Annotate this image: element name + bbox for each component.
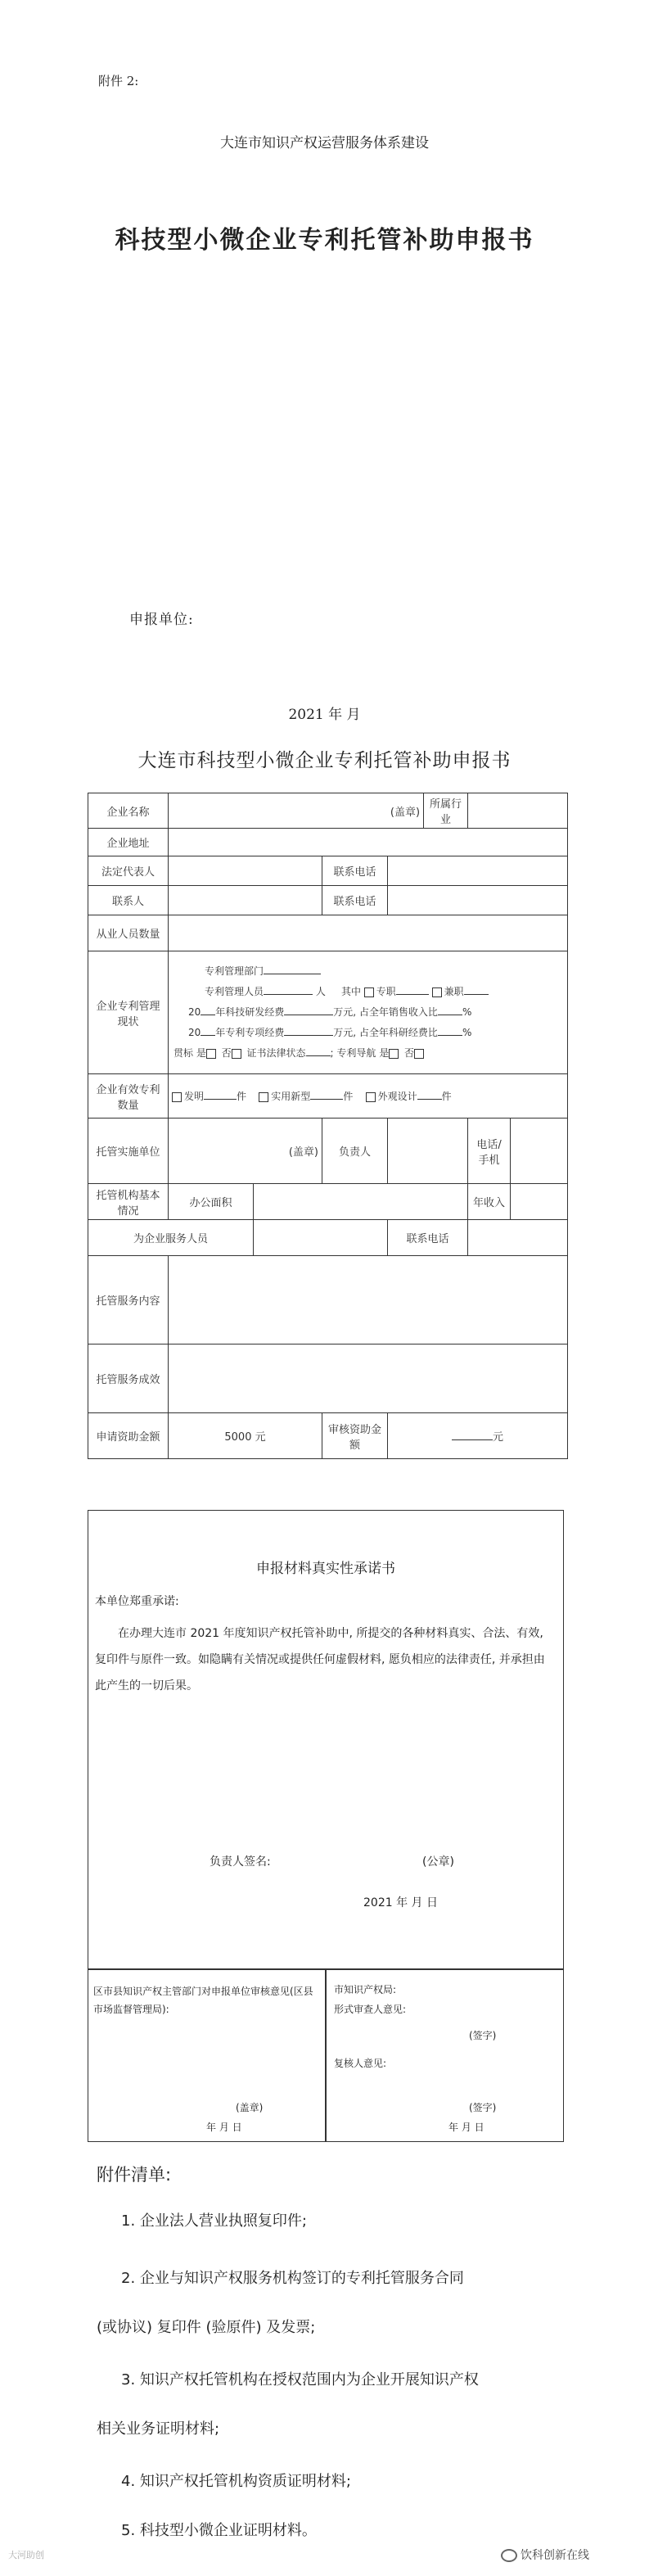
form-title: 大连市科技型小微企业专利托管补助申报书: [137, 750, 512, 771]
applicant-label: 申报单位:: [129, 612, 194, 628]
apply-amount-value: 5000 元: [169, 1413, 322, 1459]
attachment-item-1: 1. 企业法人营业执照复印件;: [121, 2212, 307, 2230]
district-review-box: [88, 1968, 327, 2142]
service-staff-label: 为企业服务人员: [88, 1220, 254, 1256]
service-phone-label: 联系电话: [388, 1220, 468, 1256]
attachment-item-4: 4. 知识产权托管机构资质证明材料;: [121, 2473, 351, 2490]
office-area-label: 办公面积: [169, 1184, 254, 1220]
city-review-box: [325, 1968, 564, 2142]
commitment-date: 2021 年 月 日: [363, 1896, 438, 1909]
attachment-item-3: 3. 知识产权托管机构在授权范围内为企业开展知识产权: [121, 2371, 479, 2388]
office-area-value[interactable]: [254, 1184, 468, 1220]
formal-review-sign: (签字): [469, 2030, 497, 2041]
person-in-charge-value[interactable]: [388, 1119, 468, 1184]
staff-count-label: 从业人员数量: [88, 915, 169, 951]
mgmt-status-content: 专利管理部门 专利管理人员 人 其中 专职 兼职 20 年科技研发经费 万元, 占全年销售收入比 % 20 年专利专项经费 万元, 占全年科研经费比 % 贯标 是 否 证书法律状态 ; 专利导航 是 否: [169, 951, 568, 1074]
phone-value[interactable]: [388, 856, 568, 886]
sign-label: 负责人签名:: [210, 1855, 271, 1869]
nav-no-checkbox[interactable]: [414, 1049, 424, 1059]
invention-checkbox[interactable]: [172, 1092, 182, 1102]
application-form-table: [88, 793, 568, 1459]
phone-mobile-label: 电话/手机: [468, 1119, 511, 1184]
city-review-title: 市知识产权局:: [334, 1984, 397, 1995]
watermark-small: 大河助创: [8, 2550, 44, 2560]
legal-rep-label: 法定代表人: [88, 856, 169, 886]
district-review-seal: (盖章): [236, 2102, 264, 2113]
commitment-title: 申报材料真实性承诺书: [256, 1561, 395, 1577]
company-name-label: 企业名称: [88, 793, 169, 829]
standard-no-checkbox[interactable]: [232, 1049, 241, 1059]
contact-phone-value[interactable]: [388, 886, 568, 915]
attachments-title: 附件清单:: [97, 2165, 172, 2185]
legal-rep-value[interactable]: [169, 856, 322, 886]
parttime-checkbox[interactable]: [432, 987, 442, 997]
doc-title: 科技型小微企业专利托管补助申报书: [115, 226, 534, 255]
attachment-label: 附件 2:: [98, 74, 139, 88]
design-checkbox[interactable]: [366, 1092, 376, 1102]
standard-yes-checkbox[interactable]: [206, 1049, 216, 1059]
approved-amount-value[interactable]: 元: [388, 1413, 568, 1459]
company-seal: (盖章): [169, 793, 424, 829]
industry-label: 所属行业: [424, 793, 468, 829]
industry-value[interactable]: [468, 793, 568, 829]
approved-amount-label: 审核资助金额: [322, 1413, 388, 1459]
service-result-label: 托管服务成效: [88, 1344, 169, 1413]
service-phone-value[interactable]: [468, 1220, 568, 1256]
commitment-paragraph: 在办理大连市 2021 年度知识产权托管补助中, 所提交的各种材料真实、合法、有效, 复印件与原件一致。如隐瞒有关情况或提供任何虚假材料, 愿负相应的法律责任, 并承担由此产生的一切后果。: [95, 1627, 545, 1692]
person-in-charge-label: 负责人: [322, 1119, 388, 1184]
commitment-seal: (公章): [422, 1855, 454, 1869]
district-review-date: 年 月 日: [206, 2122, 242, 2133]
staff-count-value[interactable]: [169, 915, 568, 951]
city-review-date: 年 月 日: [448, 2122, 484, 2133]
utility-checkbox[interactable]: [259, 1092, 268, 1102]
project-name: 大连市知识产权运营服务体系建设: [220, 135, 429, 151]
fulltime-checkbox[interactable]: [364, 987, 374, 997]
recheck-label: 复核人意见:: [334, 2058, 387, 2069]
mgmt-status-label: 企业专利管理现状: [88, 951, 169, 1074]
valid-patents-content: 发明 件 实用新型 件 外观设计 件: [169, 1074, 568, 1119]
service-staff-value[interactable]: [254, 1220, 388, 1256]
contact-value[interactable]: [169, 886, 322, 915]
address-value[interactable]: [169, 829, 568, 856]
agency-seal: (盖章): [169, 1119, 322, 1184]
wechat-icon: [501, 2549, 517, 2562]
service-content-label: 托管服务内容: [88, 1256, 169, 1344]
attachment-item-2: 2. 企业与知识产权服务机构签订的专利托管服务合同: [121, 2270, 464, 2287]
recheck-sign: (签字): [469, 2102, 497, 2113]
attachment-item-5: 5. 科技型小微企业证明材料。: [121, 2522, 317, 2539]
service-content-value[interactable]: [169, 1256, 568, 1344]
nav-yes-checkbox[interactable]: [389, 1049, 399, 1059]
apply-amount-label: 申请资助金额: [88, 1413, 169, 1459]
service-result-value[interactable]: [169, 1344, 568, 1413]
agency-info-label: 托管机构基本情况: [88, 1184, 169, 1220]
district-review-title: 区市县知识产权主管部门对申报单位审核意见(区县市场监督管理局):: [93, 1986, 313, 2015]
phone-label: 联系电话: [322, 856, 388, 886]
formal-review-label: 形式审查人意见:: [334, 2004, 407, 2015]
commitment-salutation: 本单位郑重承诺:: [95, 1595, 179, 1608]
attachment-item-3b: 相关业务证明材料;: [97, 2420, 220, 2438]
annual-income-value[interactable]: [511, 1184, 568, 1220]
phone-mobile-value[interactable]: [511, 1119, 568, 1184]
phone-label-2: 联系电话: [322, 886, 388, 915]
contact-label: 联系人: [88, 886, 169, 915]
valid-patents-label: 企业有效专利数量: [88, 1074, 169, 1119]
attachment-item-2b: (或协议) 复印件 (验原件) 及发票;: [97, 2319, 316, 2336]
annual-income-label: 年收入: [468, 1184, 511, 1220]
address-label: 企业地址: [88, 829, 169, 856]
watermark: 饮科创新在线: [501, 2547, 589, 2563]
agency-label: 托管实施单位: [88, 1119, 169, 1184]
commitment-box: [88, 1510, 564, 1970]
date-line: 2021 年 月: [288, 707, 361, 723]
